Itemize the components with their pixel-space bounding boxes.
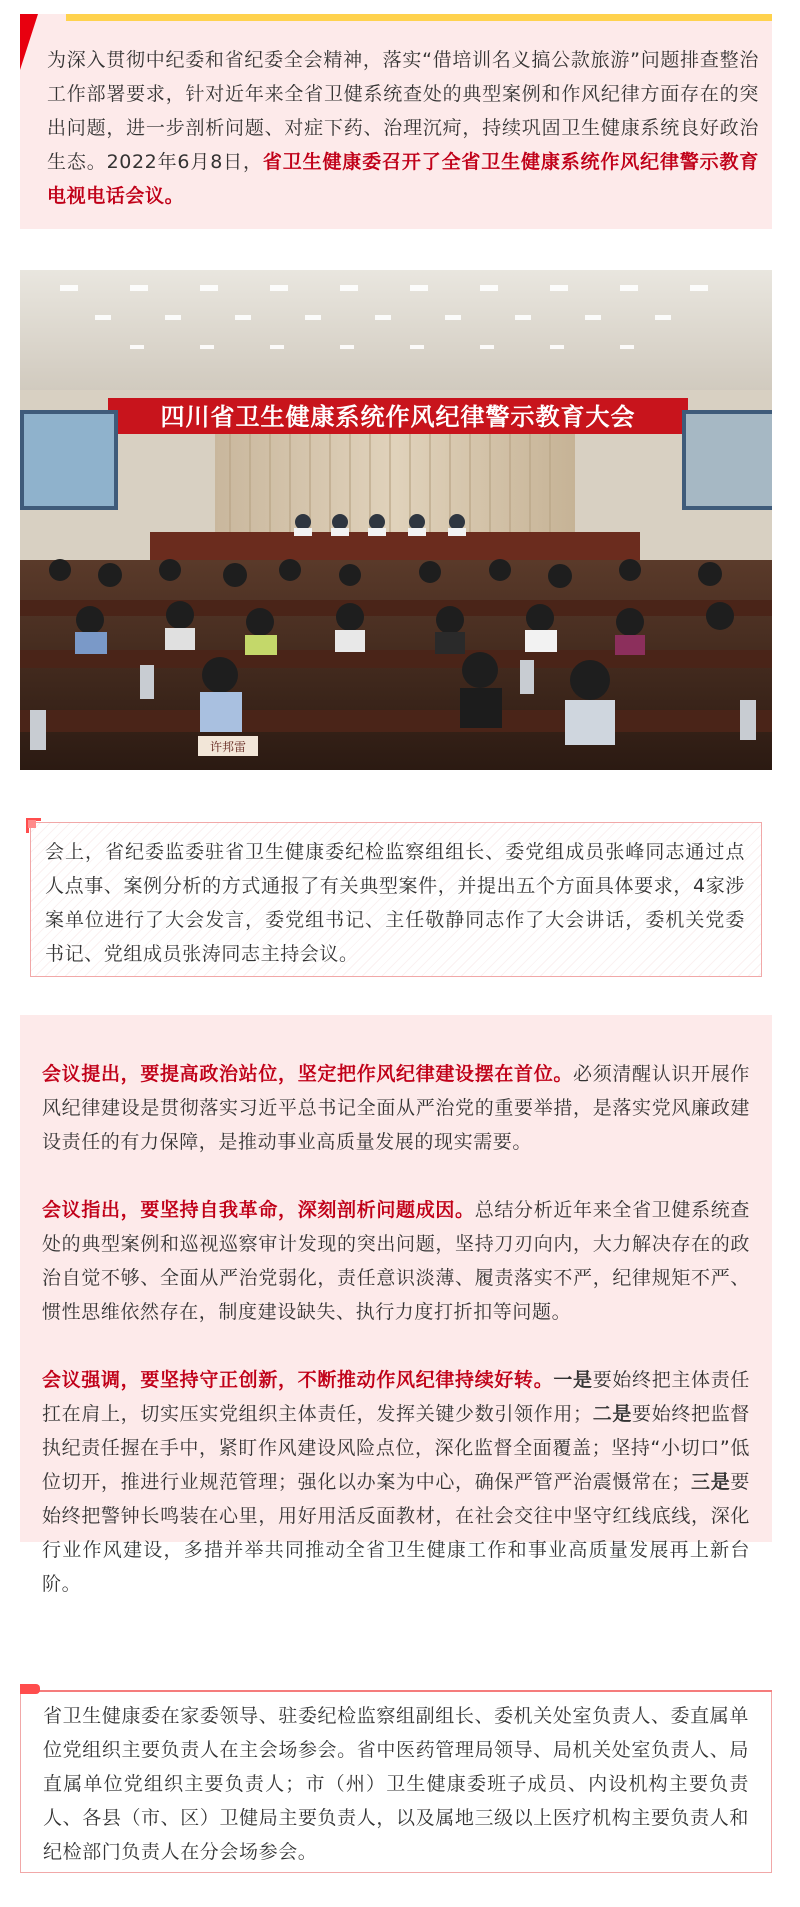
point-1-lead: 会议提出，要提高政治站位，坚定把作风纪律建设摆在首位。: [42, 1063, 574, 1085]
point-2: [42, 1193, 750, 1329]
intro-top-bar: [66, 14, 772, 21]
point-1-body: 必须清醒认识开展作风纪律建设是贯彻落实习近平总书记全面从严治党的重要举措，是落实党风廉政建设责任的有力保障，是推动事业高质量发展的现实需要。: [42, 1063, 750, 1153]
intro-paragraph: [47, 43, 759, 213]
point-3-third-label: 三是: [690, 1471, 731, 1493]
point-3-lead: 会议强调，要坚持守正创新，不断推动作风纪律持续好转。: [42, 1369, 554, 1391]
meeting-photo: [20, 270, 772, 770]
point-1: [42, 1057, 750, 1159]
corner-square-icon: [28, 820, 36, 828]
attendees-card: [20, 1690, 772, 1873]
point-3-first-label: 一是: [553, 1369, 593, 1391]
intro-card: [20, 14, 772, 229]
name-plate-text: 许邦雷: [209, 740, 247, 754]
meeting-paragraph: 会上，省纪委监委驻省卫生健康委纪检监察组组长、委党组成员张峰同志通过点人点事、案例分析的方式通报了有关典型案件，并提出五个方面具体要求，4家涉案单位进行了大会发言，委党组书记、主任敬静同志作了大会讲话，委机关党委书记、党组成员张涛同志主持会议。: [45, 841, 745, 965]
point-2-body: 总结分析近年来全省卫健系统查处的典型案例和巡视巡察审计发现的突出问题，坚持刀刃向内，大力解决存在的政治自觉不够、全面从严治党弱化，责任意识淡薄、履责落实不严，纪律规矩不严、惯性思维依然存在，制度建设缺失、执行力度打折扣等问题。: [42, 1199, 751, 1323]
point-3-first: 要始终把主体责任扛在肩上，切实压实党组织主体责任，发挥关键少数引领作用；: [42, 1369, 750, 1425]
point-3: [42, 1363, 750, 1601]
meeting-card: [30, 822, 762, 977]
point-3-third: 要始终把警钟长鸣装在心里，用好用活反面教材，在社会交往中坚守红线底线，深化行业作风建设，多措并举共同推动全省卫生健康工作和事业高质量发展再上新台阶。: [42, 1471, 750, 1595]
points-card: [20, 1015, 772, 1595]
attendees-flag-icon: [20, 1684, 40, 1694]
attendees-top-line: [20, 1690, 772, 1692]
point-3-second: 要始终把监督执纪责任握在手中，紧盯作风建设风险点位，深化监督全面覆盖；坚持“小切口”低位切开，推进行业规范管理；强化以办案为中心，确保严管严治震慑常在；: [42, 1403, 750, 1493]
point-3-second-label: 二是: [592, 1403, 633, 1425]
intro-text: 为深入贯彻中纪委和省纪委全会精神，落实“借培训名义搞公款旅游”问题排查整治工作部署要求，针对近年来全省卫健系统查处的典型案例和作风纪律方面存在的突出问题，进一步剖析问题、对症下药、治理沉疴，持续巩固卫生健康系统良好政治生态。2022年6月8日，: [47, 49, 759, 173]
banner-text: 四川省卫生健康系统作风纪律警示教育大会: [160, 402, 636, 431]
intro-highlight: 省卫生健康委召开了全省卫生健康系统作风纪律警示教育电视电话会议。: [47, 151, 759, 207]
point-2-lead: 会议指出，要坚持自我革命，深刻剖析问题成因。: [42, 1199, 475, 1221]
intro-corner-decoration: [20, 14, 38, 70]
attendees-paragraph: 省卫生健康委在家委领导、驻委纪检监察组副组长、委机关处室负责人、委直属单位党组织主要负责人在主会场参会。省中医药管理局领导、局机关处室负责人、局直属单位党组织主要负责人；市（州）卫生健康委班子成员、内设机构主要负责人、各县（市、区）卫健局主要负责人，以及属地三级以上医疗机构主要负责人和纪检部门负责人在分会场参会。: [43, 1705, 749, 1863]
